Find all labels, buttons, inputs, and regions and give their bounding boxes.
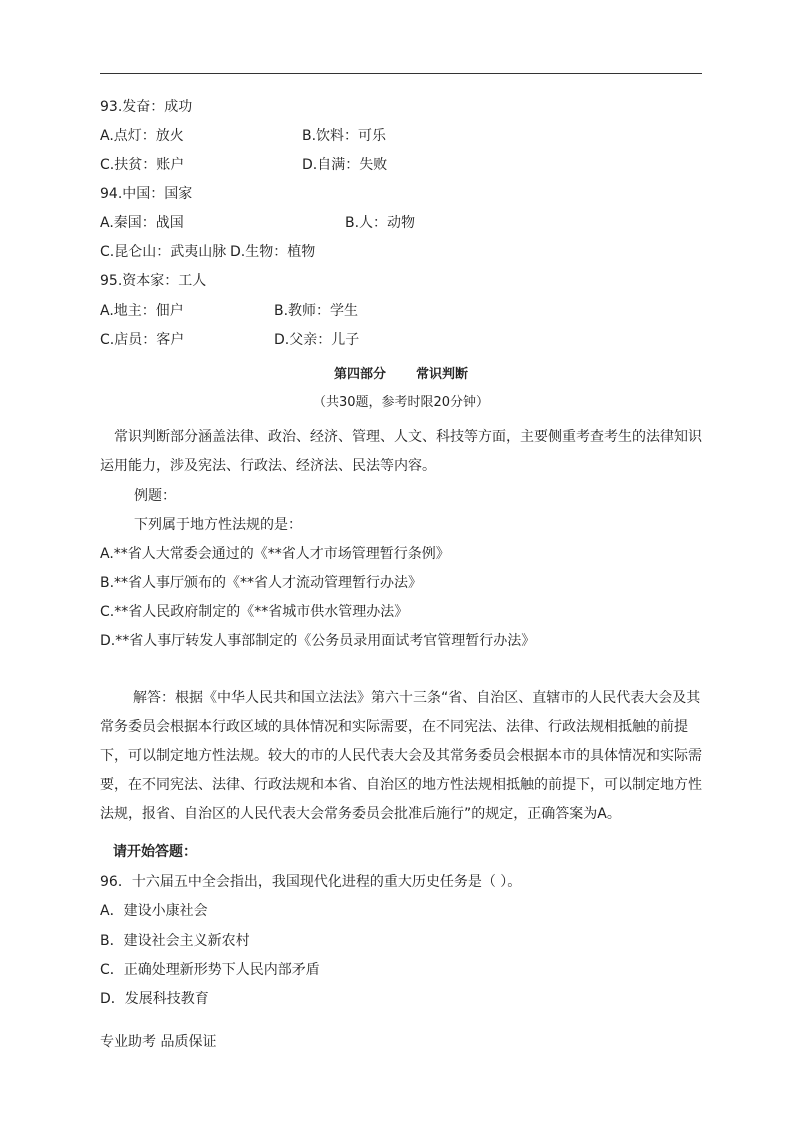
q95-stem: 95.资本家：工人 (100, 273, 207, 289)
example-option-b: B.**省人事厅颁布的《**省人才流动管理暂行办法》 (100, 575, 423, 591)
start-label: 请开始答题： (113, 844, 197, 860)
section-name: 常识判断 (416, 367, 469, 382)
q94-stem: 94.中国：国家 (100, 186, 193, 202)
example-answer: 解答：根据《中华人民共和国立法法》第六十三条“省、自治区、直辖市的人民代表大会及其常务委员会根据本行政区域的具体情况和实际需要，在不同宪法、法律、行政法规相抵触的前提下，可以制定地方性法规。较大的市的人民代表大会及其常务委员会根据本市的具体情况和实际需要，在不同宪法、法律、行政法规和本省、自治区的地方性法规相抵触的前提下，可以制定地方性法规，报省、自治区的人民代表大会常务委员会批准后施行”的规定，正确答案为A。 (100, 690, 702, 822)
example-option-d: D.**省人事厅转发人事部制定的《公务员录用面试考官管理暂行办法》 (100, 633, 536, 649)
q94-option-b: B.人：动物 (345, 215, 416, 231)
q94-option-d: D.生物：植物 (230, 244, 316, 260)
q94-option-c: C.昆仑山：武夷山脉 (100, 244, 227, 260)
section-subtitle: （共30题，参考时限20分钟） (312, 395, 490, 410)
example-label: 例题： (134, 488, 176, 504)
q93-option-b: B.饮料：可乐 (302, 128, 387, 144)
q95-option-b: B.教师：学生 (274, 303, 359, 319)
q95-option-a: A.地主：佃户 (100, 303, 184, 319)
q96-stem: 96．十六届五中全会指出，我国现代化进程的重大历史任务是（ ）。 (100, 874, 522, 890)
q93-option-d: D.自满：失败 (302, 157, 388, 173)
header-rule (100, 73, 702, 74)
q93-option-c: C.扶贫：账户 (100, 157, 185, 173)
section-title (100, 365, 702, 385)
q96-option-a: A．建设小康社会 (100, 903, 208, 919)
q94-option-a: A.秦国：战国 (100, 215, 184, 231)
q95-option-c: C.店员：客户 (100, 332, 185, 348)
q93-option-a: A.点灯：放火 (100, 128, 184, 144)
example-stem: 下列属于地方性法规的是： (134, 517, 302, 533)
q93-stem: 93.发奋：成功 (100, 99, 193, 115)
section-intro: 常识判断部分涵盖法律、政治、经济、管理、人文、科技等方面，主要侧重考查考生的法律知识运用能力，涉及宪法、行政法、经济法、民法等内容。 (100, 429, 702, 474)
example-option-c: C.**省人民政府制定的《**省城市供水管理办法》 (100, 604, 409, 620)
q95-option-d: D.父亲：儿子 (274, 332, 360, 348)
q96-option-c: C．正确处理新形势下人民内部矛盾 (100, 962, 320, 978)
q96-option-d: D．发展科技教育 (100, 991, 209, 1007)
q96-option-b: B．建设社会主义新农村 (100, 933, 250, 949)
example-option-a: A.**省人大常委会通过的《**省人才市场管理暂行条例》 (100, 546, 450, 562)
footer-text: 专业助考 品质保证 (100, 1034, 217, 1050)
section-part: 第四部分 (333, 367, 386, 382)
